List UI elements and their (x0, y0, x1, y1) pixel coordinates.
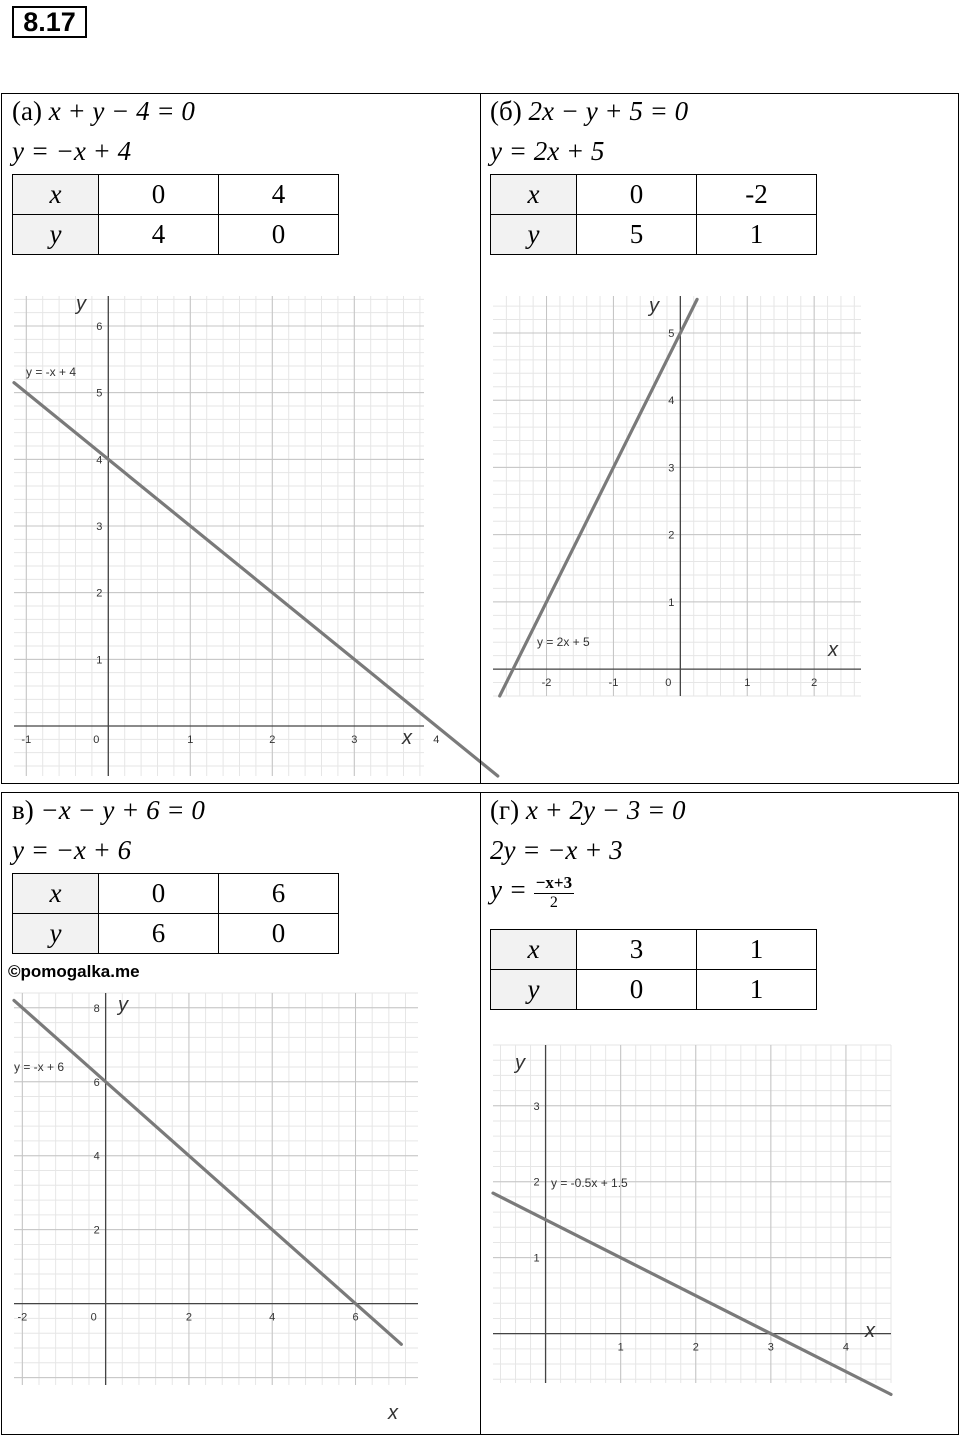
graph-g (493, 1045, 891, 1383)
x-tick-label: 1 (617, 1341, 624, 1354)
table-b-x1: 0 (577, 175, 697, 215)
panel-v (1, 792, 481, 1435)
table-a-y2: 0 (219, 215, 339, 255)
solved-g-fraction (490, 873, 574, 912)
equation-g (490, 795, 685, 826)
minor-grid (493, 1045, 891, 1383)
y-tick-label: 5 (96, 387, 103, 400)
series-label: y = 2x + 5 (537, 635, 590, 649)
table-b-y-header: y (491, 215, 577, 255)
x-tick-label: 3 (351, 734, 358, 746)
x-tick-label: 1 (187, 734, 194, 746)
y-tick-label: 6 (93, 1076, 100, 1089)
x-tick-label: 4 (842, 1341, 850, 1354)
y-axis-label: y (76, 293, 86, 315)
values-table-b (490, 174, 817, 255)
problem-number: 8.17 (12, 6, 87, 38)
solved-b: y = 2x + 5 (490, 136, 605, 166)
table-b-x-header: x (491, 175, 577, 215)
x-tick-label: 3 (767, 1341, 774, 1354)
graph-b (493, 296, 861, 696)
graph-a (14, 293, 440, 776)
y-tick-label: 2 (533, 1176, 540, 1189)
y-tick-label: 2 (93, 1224, 100, 1237)
series-label: y = -x + 6 (14, 1060, 65, 1074)
table-g-x2: 1 (697, 930, 817, 970)
y-tick-label: 4 (96, 454, 103, 467)
x-tick-label: 2 (269, 734, 276, 746)
y-tick-label: 4 (668, 395, 675, 408)
y-axis-label: y (118, 994, 128, 1016)
y-tick-label: 3 (96, 521, 103, 533)
panel-g (480, 792, 959, 1435)
y-tick-label: 2 (96, 587, 103, 600)
y-tick-label: 6 (96, 321, 103, 333)
y-tick-label: 1 (533, 1252, 540, 1265)
y-axis-label: y (649, 295, 659, 317)
table-v-y-header: y (13, 914, 99, 954)
y-tick-label: 4 (93, 1150, 100, 1163)
equation-a (12, 96, 195, 127)
part-label-v: в) (12, 795, 34, 825)
solved-v: y = −x + 6 (12, 835, 132, 865)
series-label: y = -x + 4 (26, 365, 77, 379)
table-a-x1: 0 (99, 175, 219, 215)
table-g-y-header: y (491, 970, 577, 1010)
panel-b (480, 93, 959, 784)
equation-b (490, 96, 688, 127)
series-label: y = -0.5x + 1.5 (551, 1176, 628, 1190)
x-axis-label: x (865, 1320, 875, 1342)
y-tick-label: 1 (668, 596, 675, 609)
equation-b-text: 2x − y + 5 = 0 (528, 96, 689, 126)
solved-g: 2y = −x + 3 (490, 835, 623, 865)
y-tick-label: 2 (668, 529, 675, 542)
x-tick-label: 2 (692, 1341, 699, 1354)
table-g-y1: 0 (577, 970, 697, 1010)
y-tick-label: 1 (96, 654, 103, 667)
table-b-x2: -2 (697, 175, 817, 215)
part-label-a: (а) (12, 96, 42, 126)
table-v-y1: 6 (99, 914, 219, 954)
panel-a (1, 93, 481, 784)
table-g-x-header: x (491, 930, 577, 970)
solved-a: y = −x + 4 (12, 136, 132, 166)
minor-grid (14, 993, 418, 1385)
table-a-y1: 4 (99, 215, 219, 255)
table-v-x1: 0 (99, 874, 219, 914)
equation-a-text: x + y − 4 = 0 (48, 96, 195, 126)
x-tick-label: 2 (811, 677, 818, 690)
x-tick-label: -1 (21, 734, 32, 746)
x-tick-label: -2 (541, 677, 552, 690)
x-tick-label: 2 (185, 1311, 192, 1324)
x-tick-label: 4 (433, 734, 440, 746)
x-tick-label: 0 (93, 734, 100, 746)
table-v-x2: 6 (219, 874, 339, 914)
x-axis-label: x (828, 639, 838, 661)
x-tick-label: 1 (744, 677, 751, 690)
x-tick-label: -1 (608, 677, 619, 690)
fraction-numerator: −x+3 (535, 873, 573, 892)
x-axis-label: x (402, 727, 412, 749)
table-b-y2: 1 (697, 215, 817, 255)
equation-g-text: x + 2y − 3 = 0 (525, 795, 686, 825)
table-a-x-header: x (13, 175, 99, 215)
y-tick-label: 8 (93, 1002, 100, 1015)
y-tick-label: 3 (533, 1100, 540, 1113)
values-table-v (12, 873, 339, 954)
table-v-x-header: x (13, 874, 99, 914)
table-g-x1: 3 (577, 930, 697, 970)
panels-grid (1, 93, 959, 1435)
solved-g-lhs: y = (490, 874, 527, 905)
y-axis-label: y (515, 1052, 525, 1074)
equation-v-text: −x − y + 6 = 0 (40, 795, 205, 825)
equation-v (12, 795, 205, 826)
fraction (534, 873, 574, 912)
x-tick-label: 6 (352, 1311, 359, 1324)
fraction-denominator: 2 (549, 894, 558, 911)
graph-v (14, 993, 418, 1424)
y-tick-label: 5 (668, 327, 675, 340)
table-g-y2: 1 (697, 970, 817, 1010)
part-label-b: (б) (490, 96, 522, 126)
watermark: ©pomogalka.me (8, 962, 140, 981)
table-b-y1: 5 (577, 215, 697, 255)
x-tick-label: 0 (90, 1311, 97, 1324)
part-label-g: (г) (490, 795, 520, 825)
table-a-y-header: y (13, 215, 99, 255)
table-a-x2: 4 (219, 175, 339, 215)
y-tick-label: 3 (668, 462, 675, 475)
series-line (500, 299, 697, 696)
x-tick-label: -2 (17, 1311, 28, 1324)
x-tick-label: 4 (269, 1311, 276, 1324)
x-axis-label: x (388, 1402, 398, 1424)
values-table-a (12, 174, 339, 255)
table-v-y2: 0 (219, 914, 339, 954)
values-table-g (490, 929, 817, 1010)
x-tick-label: 0 (665, 677, 672, 690)
